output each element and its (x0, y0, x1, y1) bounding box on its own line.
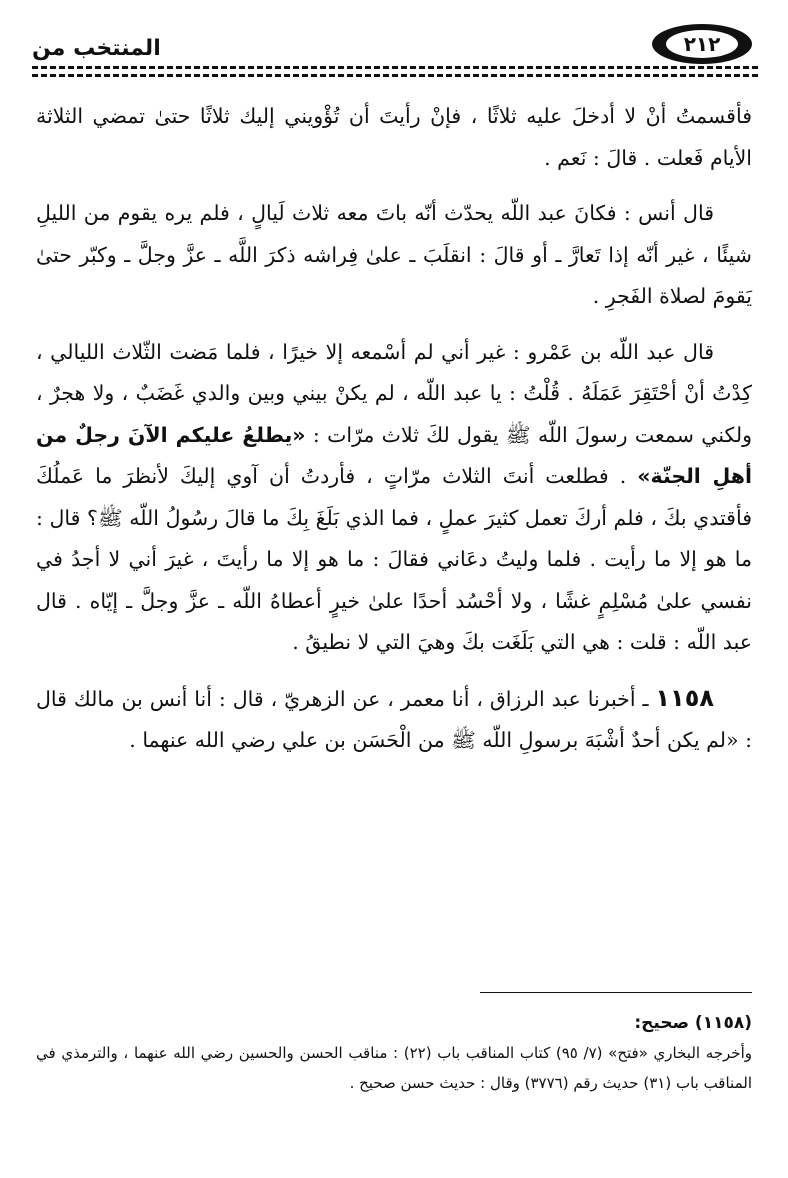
header-rule-top (32, 66, 758, 69)
hadith-number: ١١٥٨ (655, 683, 714, 712)
paragraph-3-start: قال عبد اللّه بن عَمْرو : غير أني لم أسْمعه إلا خيرًا ، فلما مَضت الثّلاث الليالي ، كِدْتُ أنْ أحْتَقِرَ عَمَلَهُ . قُلْتُ : يا عبد اللّه ، لم يكنْ بيني وبين والدي غَضَبٌ ، ولا هجرٌ ، ولكني سمعت رسولَ اللّه ﷺ يقول لكَ ثلاث مرّات : (36, 339, 752, 447)
prophetic-quote: «يطلعُ عليكم الآنَ رجلٌ من أهلِ الجنّة» (36, 422, 752, 488)
paragraph-2: قال أنس : فكانَ عبد اللّه يحدّث أنّه باتَ معه ثلاث لَيالٍ ، فلم يره يقوم من الليلِ شيئًا ، غير أنّه إذا تَعارَّ ـ أو قالَ : انقلَبَ ـ علىٰ فِراشه ذكرَ اللَّه ـ عزَّ وجلَّ ـ وكبّر حتىٰ يَقومَ لصلاة الفَجرِ . (36, 201, 752, 308)
paragraph-3-end: . فطلعت أنتَ الثلاث مرّاتٍ ، فأردتُ أن آوي إليكَ لأنظرَ ما عَملُكَ فأقتدي بكَ ، فلم أركَ تعمل كثيرَ عملٍ ، فما الذي بَلَغَ بِكَ ما قالَ رسُولُ اللّه ﷺ؟ قال : ما هو إلا ما رأيت . فلما وليتُ دعَاني فقالَ : ما هو إلا ما رأيتَ ، غيرَ أني لا أجدُ في نفسي علىٰ مُسْلِمٍ غشًا ، ولا أحْسُد أحدًا علىٰ خيرٍ أعطاهُ اللّه ـ عزَّ وجلَّ ـ إيّاه . قال عبد اللّه : قلت : هي التي بَلَغَت بكَ وهيَ التي لا نطيقُ . (36, 464, 752, 654)
paragraph-3 (36, 332, 752, 664)
paragraph-4 (36, 678, 752, 762)
main-text (36, 96, 752, 776)
page-number-badge (652, 24, 752, 64)
header-rule-bottom (32, 74, 758, 77)
page-header (32, 18, 758, 66)
paragraph-4-text: ـ أخبرنا عبد الرزاق ، أنا معمر ، عن الزهريّ ، قال : أنا أنس بن مالك قال : «لم يكن أحدٌ أشْبَهَ برسولِ اللّه ﷺ من الْحَسَن بن علي رضي الله عنهما . (36, 686, 752, 752)
paragraph-1: فأقسمتُ أنْ لا أدخلَ عليه ثلاثًا ، فإنْ رأيتَ أن تُؤْويني إليك ثلاثًا حتىٰ تمضي الثلاثة الأيام فَعلت . قالَ : نَعم . (36, 104, 752, 170)
running-head: المنتخب من (32, 36, 161, 61)
footnote-text: وأخرجه البخاري «فتح» (٧/ ٩٥) كتاب المناقب باب (٢٢) : مناقب الحسن والحسين رضي الله عنهما ، والترمذي في المناقب باب (٣١) حديث رقم (٣٧٧٦) وقال : حديث حسن صحيح . (36, 1044, 752, 1092)
footnote-heading: (١١٥٨) صحيح: (634, 1013, 752, 1033)
footnote-separator (480, 992, 752, 993)
footnotes (36, 1008, 752, 1098)
page-number: ٢١٢ (683, 32, 721, 56)
